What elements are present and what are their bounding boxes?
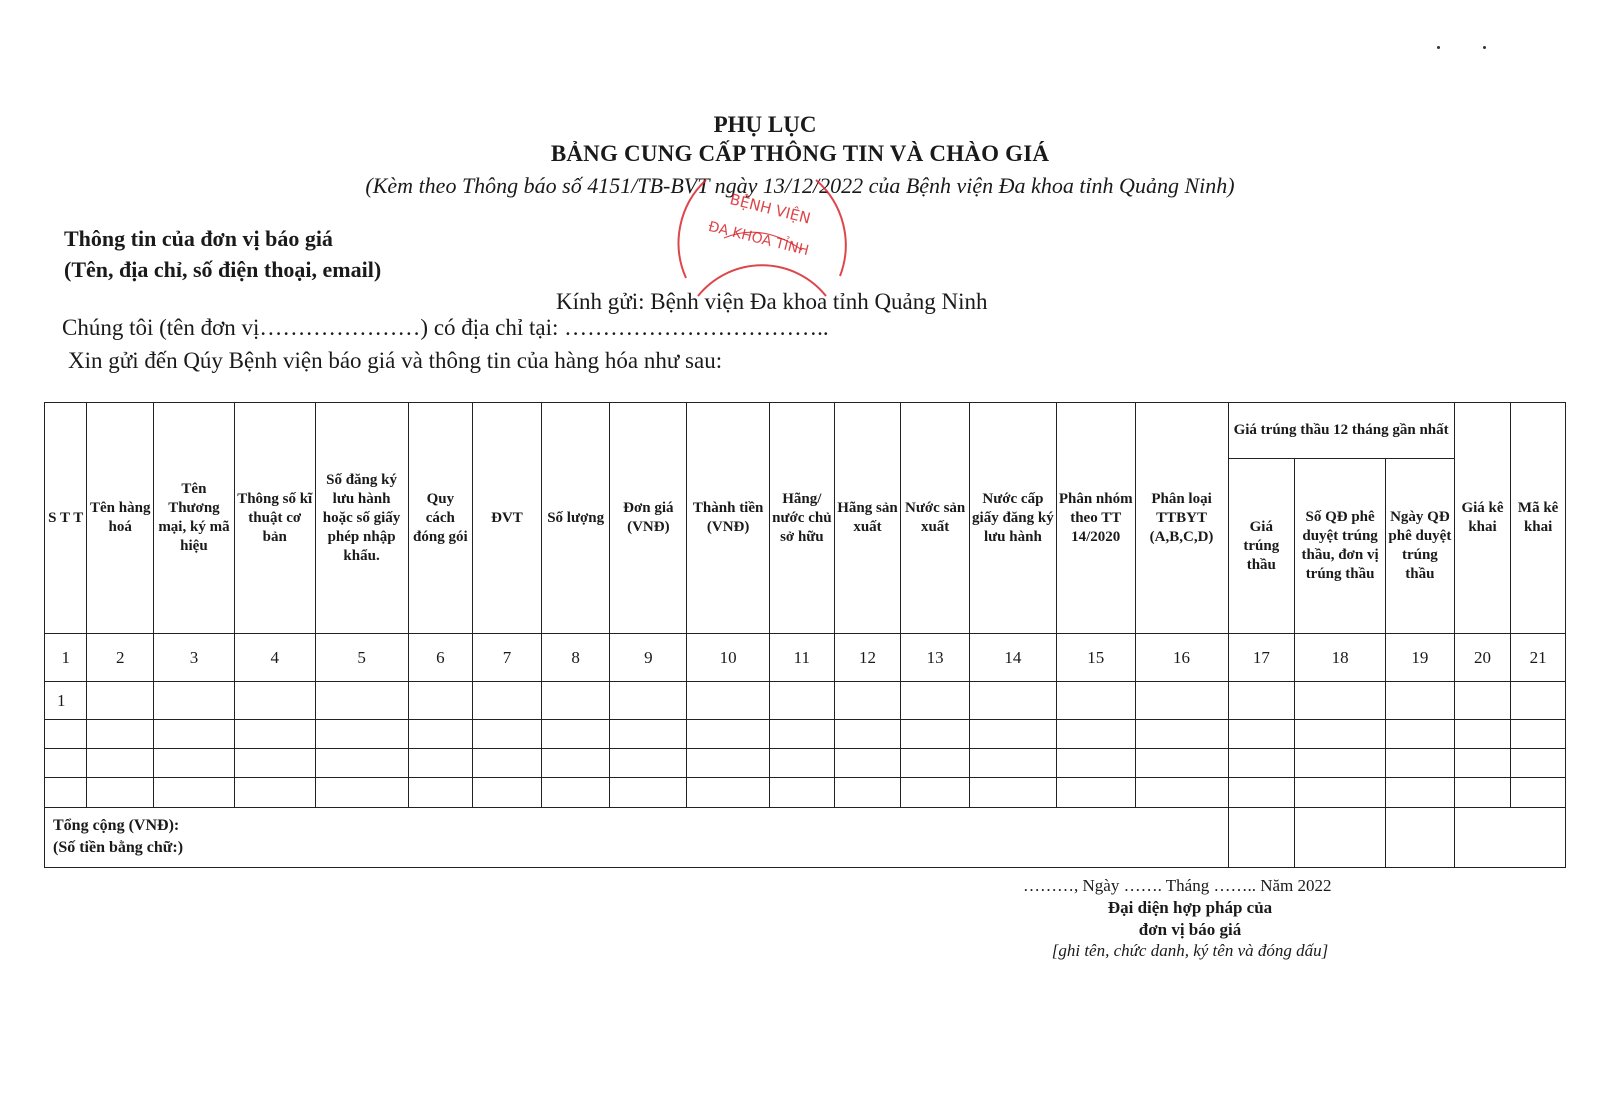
table-cell[interactable] (834, 719, 901, 748)
table-cell[interactable] (1295, 682, 1386, 720)
document-note: (Kèm theo Thông báo số 4151/TB-BVT ngày 13/12/2022 của Bệnh viện Đa khoa tỉnh Quảng Ninh) (365, 173, 1235, 198)
total-in-words-label: (Số tiền bằng chữ:) (53, 839, 184, 857)
table-cell[interactable] (408, 778, 473, 807)
table-cell[interactable] (154, 719, 235, 748)
table-cell[interactable] (473, 749, 542, 778)
hospital-stamp (676, 168, 848, 306)
table-row[interactable] (45, 778, 1566, 807)
col-header-quantity: Số lượng (541, 403, 610, 634)
col-number: 4 (234, 634, 315, 682)
table-cell[interactable] (1454, 719, 1511, 748)
signature-representative-line1: Đại diện hợp pháp của (1107, 898, 1273, 917)
col-number: 16 (1135, 634, 1228, 682)
table-cell[interactable] (1228, 682, 1295, 720)
table-cell[interactable] (969, 682, 1056, 720)
table-cell[interactable] (1228, 719, 1295, 748)
table-cell[interactable] (834, 749, 901, 778)
table-cell[interactable] (408, 719, 473, 748)
table-cell[interactable] (1386, 719, 1455, 748)
table-cell[interactable] (87, 682, 154, 720)
table-cell[interactable] (1135, 682, 1228, 720)
table-cell[interactable] (234, 719, 315, 748)
table-cell[interactable] (610, 749, 687, 778)
table-cell[interactable] (1386, 682, 1455, 720)
col-header-trade-name: Tên Thương mại, ký mã hiệu (154, 403, 235, 634)
col-header-stt: S T T (45, 403, 87, 634)
table-cell[interactable] (87, 719, 154, 748)
table-cell[interactable] (1386, 778, 1455, 807)
table-cell[interactable] (408, 682, 473, 720)
total-label: Tổng cộng (VNĐ): (53, 817, 180, 835)
table-cell[interactable] (1295, 719, 1386, 748)
table-cell[interactable] (901, 778, 970, 807)
col-header-registration-country: Nước cấp giấy đăng ký lưu hành (969, 403, 1056, 634)
table-cell[interactable] (473, 778, 542, 807)
col-header-packaging: Quy cách đóng gói (408, 403, 473, 634)
col-number: 6 (408, 634, 473, 682)
col-number: 20 (1454, 634, 1511, 682)
table-cell[interactable] (901, 719, 970, 748)
col-number: 9 (610, 634, 687, 682)
col-header-specs: Thông số kĩ thuật cơ bản (234, 403, 315, 634)
col-number: 7 (473, 634, 542, 682)
table-cell[interactable] (1056, 719, 1135, 748)
table-cell[interactable] (687, 682, 770, 720)
stamp-text-1: BỆNH VIỆN (728, 190, 813, 228)
table-cell[interactable] (1454, 682, 1511, 720)
col-group-header-winning-price: Giá trúng thầu 12 tháng gần nhất (1228, 403, 1454, 459)
col-header-declaration-code: Mã kê khai (1511, 403, 1566, 634)
col-header-amount: Thành tiền (VNĐ) (687, 403, 770, 634)
table-cell[interactable] (969, 719, 1056, 748)
table-cell[interactable] (1228, 778, 1295, 807)
table-cell[interactable] (1135, 749, 1228, 778)
table-cell[interactable] (315, 682, 408, 720)
col-header-registration-no: Số đăng ký lưu hành hoặc số giấy phép nhập khẩu. (315, 403, 408, 634)
table-cell[interactable] (1511, 749, 1566, 778)
table-row[interactable] (45, 719, 1566, 748)
table-cell[interactable] (1511, 778, 1566, 807)
col-number: 8 (541, 634, 610, 682)
table-cell[interactable] (408, 749, 473, 778)
col-header-item-name: Tên hàng hoá (87, 403, 154, 634)
column-number-row (45, 634, 1566, 682)
table-cell[interactable] (473, 682, 542, 720)
col-header-decision-no: Số QĐ phê duyệt trúng thầu, đơn vị trúng thầu (1295, 459, 1386, 634)
table-cell[interactable] (1454, 778, 1511, 807)
total-cell[interactable] (1295, 807, 1386, 868)
col-number: 13 (901, 634, 970, 682)
col-header-declared-price: Giá kê khai (1454, 403, 1511, 634)
table-cell[interactable] (610, 682, 687, 720)
table-row[interactable] (45, 682, 1566, 720)
table-cell[interactable] (834, 682, 901, 720)
table-cell[interactable] (770, 682, 835, 720)
col-header-classification: Phân loại TTBYT (A,B,C,D) (1135, 403, 1228, 634)
table-cell[interactable] (541, 778, 610, 807)
company-address-line: Chúng tôi (tên đơn vị…………………) có địa chỉ tại: …………………………….. (62, 315, 829, 340)
table-cell[interactable] (315, 719, 408, 748)
table-cell[interactable] (87, 778, 154, 807)
table-cell[interactable] (770, 778, 835, 807)
table-cell[interactable] (1386, 749, 1455, 778)
col-number: 12 (834, 634, 901, 682)
table-cell[interactable] (969, 749, 1056, 778)
signature-representative-line2: đơn vị báo giá (1138, 920, 1242, 939)
table-cell[interactable] (610, 778, 687, 807)
col-header-owner: Hãng/ nước chủ sở hữu (770, 403, 835, 634)
total-label-cell (45, 807, 1229, 868)
row-index: 1 (45, 682, 87, 720)
col-number: 3 (154, 634, 235, 682)
greeting-line: Kính gửi: Bệnh viện Đa khoa tỉnh Quảng Ninh (556, 289, 988, 314)
table-cell[interactable] (1056, 682, 1135, 720)
col-number: 2 (87, 634, 154, 682)
signature-date-line: ………, Ngày ……. Tháng …….. Năm 2022 (1023, 876, 1332, 895)
table-cell[interactable] (1454, 749, 1511, 778)
table-cell[interactable] (901, 749, 970, 778)
table-row[interactable] (45, 749, 1566, 778)
table-cell[interactable] (1295, 749, 1386, 778)
table-cell[interactable] (1228, 749, 1295, 778)
table-cell[interactable] (770, 719, 835, 748)
col-header-country: Nước sản xuất (901, 403, 970, 634)
table-cell[interactable] (45, 749, 87, 778)
table-cell[interactable] (45, 719, 87, 748)
table-cell[interactable] (234, 682, 315, 720)
vendor-info-fields: (Tên, địa chỉ, số điện thoại, email) (64, 257, 382, 282)
table-cell[interactable] (1135, 778, 1228, 807)
table-cell[interactable] (687, 719, 770, 748)
table-cell[interactable] (45, 778, 87, 807)
quotation-table (44, 402, 1566, 868)
total-row (45, 807, 1566, 868)
request-line: Xin gửi đến Qúy Bệnh viện báo giá và thông tin của hàng hóa như sau: (68, 348, 723, 373)
table-cell[interactable] (315, 778, 408, 807)
col-number: 19 (1386, 634, 1455, 682)
table-cell[interactable] (687, 749, 770, 778)
total-cell[interactable] (1454, 807, 1565, 868)
table-cell[interactable] (1135, 719, 1228, 748)
col-number: 11 (770, 634, 835, 682)
table-cell[interactable] (610, 719, 687, 748)
table-cell[interactable] (1056, 778, 1135, 807)
table-cell[interactable] (1056, 749, 1135, 778)
table-cell[interactable] (154, 778, 235, 807)
table-cell[interactable] (1295, 778, 1386, 807)
col-number: 10 (687, 634, 770, 682)
document-title: PHỤ LỤC (713, 112, 817, 137)
col-header-group: Phân nhóm theo TT 14/2020 (1056, 403, 1135, 634)
table-cell[interactable] (234, 749, 315, 778)
table-cell[interactable] (541, 749, 610, 778)
col-number: 15 (1056, 634, 1135, 682)
table-cell[interactable] (969, 778, 1056, 807)
col-header-unit: ĐVT (473, 403, 542, 634)
scan-speck (1483, 46, 1486, 49)
total-cell[interactable] (1228, 807, 1295, 868)
stamp-text-2: ĐA KHOA TỈNH (706, 218, 811, 260)
signature-instruction: [ghi tên, chức danh, ký tên và đóng dấu] (1051, 941, 1329, 960)
table-cell[interactable] (770, 749, 835, 778)
col-number: 14 (969, 634, 1056, 682)
col-header-manufacturer: Hãng sản xuất (834, 403, 901, 634)
scan-speck (1437, 46, 1440, 49)
table-cell[interactable] (834, 778, 901, 807)
table-cell[interactable] (687, 778, 770, 807)
table-cell[interactable] (541, 719, 610, 748)
table-cell[interactable] (87, 749, 154, 778)
table-cell[interactable] (234, 778, 315, 807)
col-number: 21 (1511, 634, 1566, 682)
table-cell[interactable] (154, 749, 235, 778)
col-number: 1 (45, 634, 87, 682)
table-cell[interactable] (901, 682, 970, 720)
col-number: 18 (1295, 634, 1386, 682)
table-cell[interactable] (1511, 719, 1566, 748)
table-cell[interactable] (541, 682, 610, 720)
col-number: 17 (1228, 634, 1295, 682)
table-cell[interactable] (473, 719, 542, 748)
table-cell[interactable] (315, 749, 408, 778)
vendor-info-heading: Thông tin của đơn vị báo giá (64, 226, 333, 251)
total-cell[interactable] (1386, 807, 1455, 868)
col-header-winning-price: Giá trúng thầu (1228, 459, 1295, 634)
col-header-decision-date: Ngày QĐ phê duyệt trúng thầu (1386, 459, 1455, 634)
col-header-unit-price: Đơn giá (VNĐ) (610, 403, 687, 634)
table-cell[interactable] (1511, 682, 1566, 720)
document-subtitle: BẢNG CUNG CẤP THÔNG TIN VÀ CHÀO GIÁ (550, 141, 1050, 166)
table-cell[interactable] (154, 682, 235, 720)
col-number: 5 (315, 634, 408, 682)
